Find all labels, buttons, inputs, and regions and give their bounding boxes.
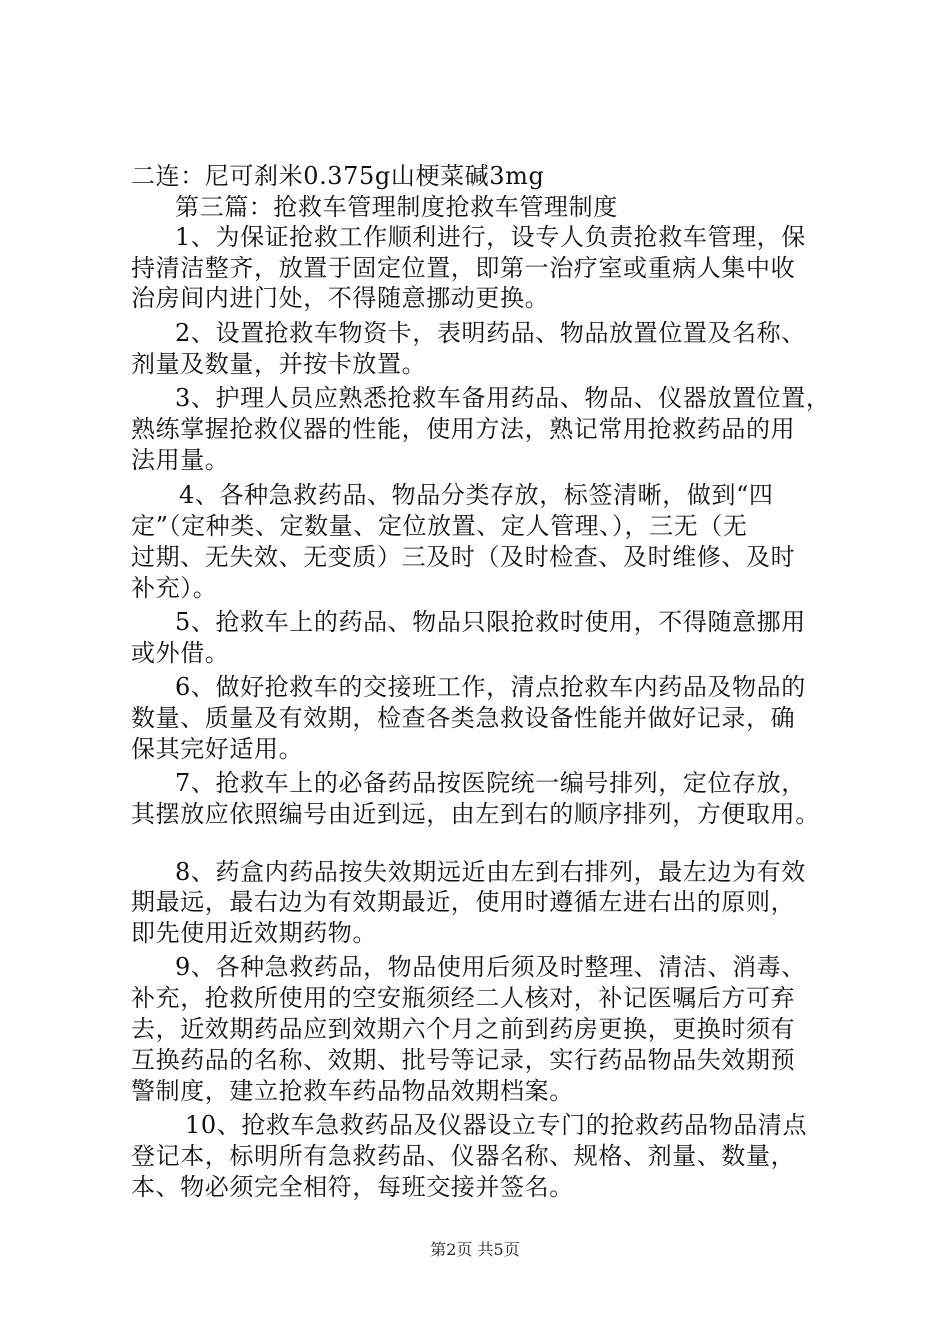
text-line: 4、各种急救药品、物品分类存放，标签清晰，做到“四 (179, 481, 774, 509)
text-line: 互换药品的名称、效期、批号等记录，实行药品物品失效期预 (131, 1046, 796, 1074)
text-line: 去，近效期药品应到效期六个月之前到药房更换，更换时须有 (131, 1015, 796, 1043)
text-line: 熟练掌握抢救仪器的性能，使用方法，熟记常用抢救药品的用 (131, 415, 796, 443)
text-line: 警制度，建立抢救车药品物品效期档案。 (131, 1077, 574, 1105)
text-line: 6、做好抢救车的交接班工作，清点抢救车内药品及物品的 (175, 673, 806, 701)
text-line: 二连：尼可刹米0.375g山梗菜碱3mg (131, 162, 545, 190)
text-line: 保其完好适用。 (131, 735, 304, 763)
text-line: 本、物必须完全相符，每班交接并签名。 (131, 1173, 574, 1201)
text-line: 或外借。 (131, 639, 230, 667)
text-line: 第三篇：抢救车管理制度抢救车管理制度 (175, 193, 618, 221)
text-line: 9、各种急救药品，物品使用后须及时整理、清洁、消毒、 (175, 953, 806, 981)
text-line: 补充，抢救所使用的空安瓶须经二人核对，补记医嘱后方可弃 (131, 984, 796, 1012)
text-line: 剂量及数量，并按卡放置。 (131, 350, 427, 378)
text-line: 数量、质量及有效期，检查各类急救设备性能并做好记录，确 (131, 704, 796, 732)
text-line: 3、护理人员应熟悉抢救车备用药品、物品、仪器放置位置， (175, 384, 831, 412)
text-line: 10、抢救车急救药品及仪器设立专门的抢救药品物品清点 (185, 1111, 808, 1139)
text-line: 定”（定种类、定数量、定位放置、定人管理、），三无（无 (131, 512, 748, 540)
text-line: 其摆放应依照编号由近到远，由左到右的顺序排列，方便取用。 (131, 800, 820, 828)
text-line: 治房间内进门处，不得随意挪动更换。 (131, 284, 550, 312)
text-line: 2、设置抢救车物资卡，表明药品、物品放置位置及名称、 (175, 319, 806, 347)
text-line: 5、抢救车上的药品、物品只限抢救时使用，不得随意挪用 (175, 608, 806, 636)
text-line: 7、抢救车上的必备药品按医院统一编号排列，定位存放， (175, 769, 806, 797)
text-line: 法用量。 (131, 446, 230, 474)
text-line: 即先使用近效期药物。 (131, 919, 377, 947)
text-line: 登记本，标明所有急救药品、仪器名称、规格、剂量、数量， (131, 1142, 796, 1170)
text-line: 期最远，最右边为有效期最近，使用时遵循左进右出的原则， (131, 888, 796, 916)
text-line: 补充）。 (131, 574, 218, 602)
page-footer: 第2页 共5页 (430, 1240, 520, 1259)
text-line: 过期、无失效、无变质）三及时（及时检查、及时维修、及时 (131, 543, 796, 571)
text-line: 持清洁整齐，放置于固定位置，即第一治疗室或重病人集中收 (131, 254, 796, 282)
text-line: 8、药盒内药品按失效期远近由左到右排列，最左边为有效 (175, 858, 806, 886)
text-line: 1、为保证抢救工作顺利进行，设专人负责抢救车管理，保 (175, 223, 806, 251)
